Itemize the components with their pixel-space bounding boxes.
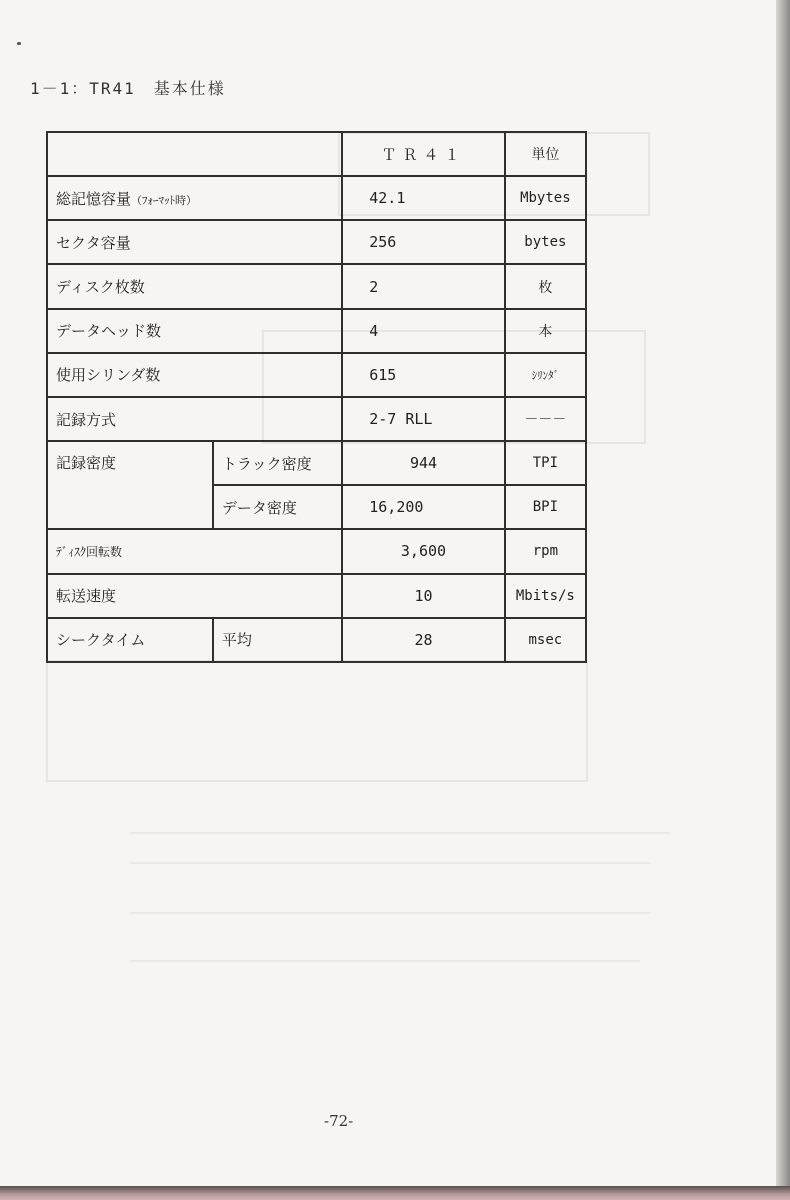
table-row bbox=[47, 220, 586, 264]
row-label: 記録密度 bbox=[47, 441, 213, 529]
row-label: ディスク枚数 bbox=[47, 264, 342, 308]
table-row bbox=[47, 309, 586, 353]
show-through-line bbox=[130, 832, 670, 834]
page-number: -72- bbox=[324, 1112, 354, 1130]
row-label: データヘッド数 bbox=[47, 309, 342, 353]
row-sub-label: 平均 bbox=[213, 618, 342, 662]
table-row bbox=[47, 441, 586, 485]
row-label: 記録方式 bbox=[47, 397, 342, 441]
row-unit: 本 bbox=[505, 309, 586, 353]
table-row bbox=[47, 353, 586, 397]
row-label-text: 総記憶容量 bbox=[56, 189, 132, 208]
row-value: 2-7 RLL bbox=[342, 397, 505, 441]
row-label-note: （ﾌｫｰﾏｯﾄ時） bbox=[131, 193, 198, 207]
row-unit: 枚 bbox=[505, 264, 586, 308]
header-unit-cell: 単位 bbox=[505, 132, 586, 176]
row-label: セクタ容量 bbox=[47, 220, 342, 264]
row-value: 256 bbox=[342, 220, 505, 264]
row-label: シークタイム bbox=[47, 618, 213, 662]
row-value: 4 bbox=[342, 309, 505, 353]
row-value: 2 bbox=[342, 264, 505, 308]
header-blank-cell bbox=[47, 132, 342, 176]
row-sub-label: データ密度 bbox=[213, 485, 342, 529]
table-row bbox=[47, 264, 586, 308]
row-value: 3,600 bbox=[342, 529, 505, 573]
row-value: 615 bbox=[342, 353, 505, 397]
row-unit: rpm bbox=[505, 529, 586, 573]
row-unit: TPI bbox=[505, 441, 586, 485]
row-label: 使用シリンダ数 bbox=[47, 353, 342, 397]
row-unit: －－－ bbox=[505, 397, 586, 441]
table-row bbox=[47, 397, 586, 441]
row-unit: Mbits/s bbox=[505, 574, 586, 618]
table-header-row bbox=[47, 132, 586, 176]
row-value: 10 bbox=[342, 574, 505, 618]
show-through-line bbox=[130, 960, 640, 962]
table-row bbox=[47, 176, 586, 220]
page-stack-edge bbox=[776, 0, 790, 1190]
row-unit: Mbytes bbox=[505, 176, 586, 220]
table-row bbox=[47, 529, 586, 573]
row-unit: ｼﾘﾝﾀﾞ bbox=[505, 353, 586, 397]
specification-table bbox=[46, 131, 587, 663]
table-row bbox=[47, 618, 586, 662]
row-value: 944 bbox=[342, 441, 505, 485]
show-through-box bbox=[46, 660, 588, 782]
table-row bbox=[47, 574, 586, 618]
scan-bottom-edge bbox=[0, 1186, 790, 1200]
show-through-line bbox=[130, 862, 650, 864]
row-sub-label: トラック密度 bbox=[213, 441, 342, 485]
row-value: 16,200 bbox=[342, 485, 505, 529]
row-unit: msec bbox=[505, 618, 586, 662]
row-unit: bytes bbox=[505, 220, 586, 264]
row-value: 28 bbox=[342, 618, 505, 662]
section-heading: 1－1：TR41 基本仕様 bbox=[30, 79, 226, 98]
row-value: 42.1 bbox=[342, 176, 505, 220]
row-unit: BPI bbox=[505, 485, 586, 529]
scan-speck bbox=[17, 42, 21, 45]
row-label: ﾃﾞｨｽｸ回転数 bbox=[47, 529, 342, 573]
header-product-cell: ＴＲ４１ bbox=[342, 132, 505, 176]
row-label bbox=[47, 176, 342, 220]
row-label: 転送速度 bbox=[47, 574, 342, 618]
show-through-line bbox=[130, 912, 650, 914]
